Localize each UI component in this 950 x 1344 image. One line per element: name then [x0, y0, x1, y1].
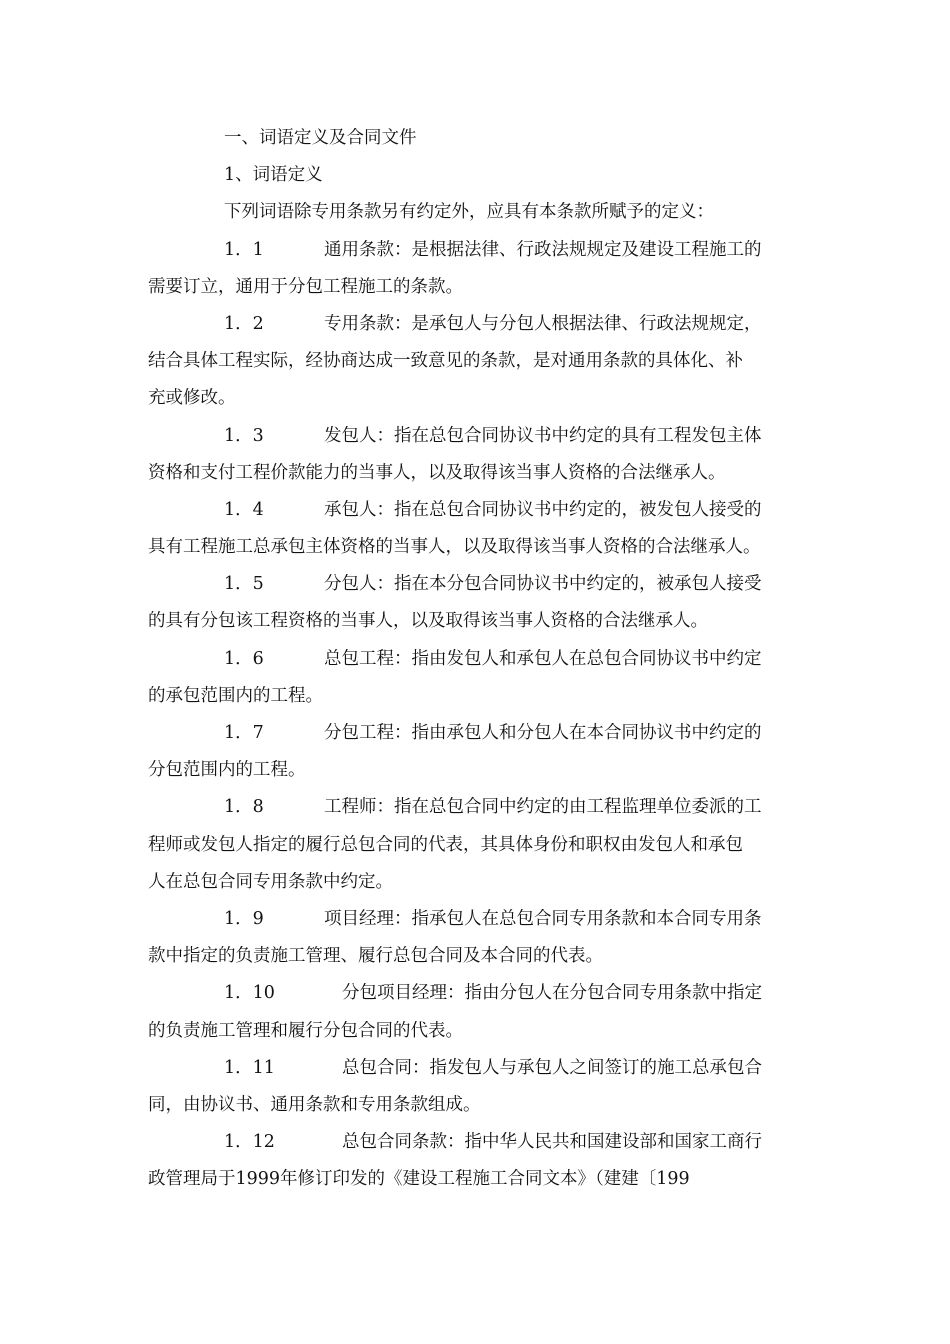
- clause-text: 承包人：指在总包合同协议书中约定的，被发包人接受的: [324, 499, 762, 520]
- subsection-heading: 1、词语定义: [224, 165, 323, 186]
- clause-first-line: [148, 1124, 808, 1161]
- clause-text: 专用条款：是承包人与分包人根据法律、行政法规规定，: [324, 313, 762, 334]
- clause-paragraph: [148, 306, 808, 418]
- clause-continuation-line: 人在总包合同专用条款中约定。: [148, 871, 393, 892]
- clause-number: 1．8: [224, 797, 264, 818]
- clause-text: 发包人：指在总包合同协议书中约定的具有工程发包主体: [324, 425, 762, 446]
- clause-first-line: [148, 715, 808, 752]
- clause-number: 1．10: [224, 983, 275, 1004]
- clause-number: 1．1: [224, 239, 264, 260]
- clause-continuation-line: 需要订立，通用于分包工程施工的条款。: [148, 276, 463, 297]
- clause-paragraph: [148, 901, 808, 975]
- clause-number: 1．9: [224, 908, 264, 929]
- document-body: [148, 120, 808, 1198]
- clause-first-line: [148, 492, 808, 529]
- clause-first-line: [148, 901, 808, 938]
- clause-number: 1．11: [224, 1057, 275, 1078]
- clause-text: 分包人：指在本分包合同协议书中约定的，被承包人接受: [324, 574, 762, 595]
- clause-paragraph: [148, 1124, 808, 1198]
- clause-text: 分包工程：指由承包人和分包人在本合同协议书中约定的: [324, 723, 762, 743]
- clause-number: 1．6: [224, 648, 264, 669]
- clause-first-line: [148, 975, 808, 1012]
- clause-continuation-line: 款中指定的负责施工管理、履行总包合同及本合同的代表。: [148, 946, 603, 967]
- clause-continuation-line: 政管理局于1999年修订印发的《建设工程施工合同文本》（建建〔199: [148, 1169, 690, 1190]
- clause-number: 1．2: [224, 313, 264, 334]
- clause-paragraph: [148, 975, 808, 1049]
- clause-paragraph: [148, 641, 808, 715]
- clause-paragraph: [148, 566, 808, 640]
- clause-continuation-line: 资格和支付工程价款能力的当事人，以及取得该当事人资格的合法继承人。: [148, 462, 726, 483]
- clause-continuation-line: 的负责施工管理和履行分包合同的代表。: [148, 1020, 463, 1041]
- clause-paragraph: [148, 418, 808, 492]
- clause-text: 总包合同：指发包人与承包人之间签订的施工总承包合: [342, 1057, 762, 1078]
- clause-continuation-line: 具有工程施工总承包主体资格的当事人，以及取得该当事人资格的合法继承人。: [148, 537, 761, 558]
- clause-number: 1．4: [224, 499, 264, 520]
- clause-continuation-line: 同，由协议书、通用条款和专用条款组成。: [148, 1094, 481, 1115]
- clause-number: 1．7: [224, 723, 264, 743]
- clause-continuation-line: 充或修改。: [148, 388, 236, 409]
- clause-text: 分包项目经理：指由分包人在分包合同专用条款中指定: [342, 983, 762, 1004]
- clause-text: 通用条款：是根据法律、行政法规规定及建设工程施工的: [324, 239, 762, 260]
- clause-first-line: [148, 566, 808, 603]
- clause-number: 1．3: [224, 425, 264, 446]
- section-heading: 一、词语定义及合同文件: [224, 128, 417, 148]
- clause-text: 项目经理：指承包人在总包合同专用条款和本合同专用条: [324, 908, 762, 929]
- clause-paragraph: [148, 715, 808, 789]
- clause-list: [148, 232, 808, 1199]
- clause-text: 总包合同条款：指中华人民共和国建设部和国家工商行: [342, 1132, 762, 1153]
- clause-first-line: [148, 418, 808, 455]
- clause-paragraph: [148, 492, 808, 566]
- clause-number: 1．12: [224, 1132, 275, 1153]
- clause-paragraph: [148, 232, 808, 306]
- clause-first-line: [148, 232, 808, 269]
- clause-continuation-line: 程师或发包人指定的履行总包合同的代表，其具体身份和职权由发包人和承包: [148, 834, 743, 855]
- clause-continuation-line: 的承包范围内的工程。: [148, 685, 323, 706]
- clause-first-line: [148, 1050, 808, 1087]
- clause-text: 总包工程：指由发包人和承包人在总包合同协议书中约定: [324, 648, 762, 669]
- clause-continuation-line: 结合具体工程实际，经协商达成一致意见的条款，是对通用条款的具体化、补: [148, 351, 743, 372]
- clause-continuation-line: 的具有分包该工程资格的当事人，以及取得该当事人资格的合法继承人。: [148, 611, 708, 632]
- clause-continuation-line: 分包范围内的工程。: [148, 760, 306, 781]
- clause-paragraph: [148, 789, 808, 901]
- clause-number: 1．5: [224, 574, 264, 595]
- clause-paragraph: [148, 1050, 808, 1124]
- clause-first-line: [148, 306, 808, 343]
- clause-text: 工程师：指在总包合同中约定的由工程监理单位委派的工: [324, 797, 762, 818]
- clause-first-line: [148, 641, 808, 678]
- intro-paragraph: 下列词语除专用条款另有约定外，应具有本条款所赋予的定义：: [224, 202, 714, 223]
- clause-first-line: [148, 789, 808, 826]
